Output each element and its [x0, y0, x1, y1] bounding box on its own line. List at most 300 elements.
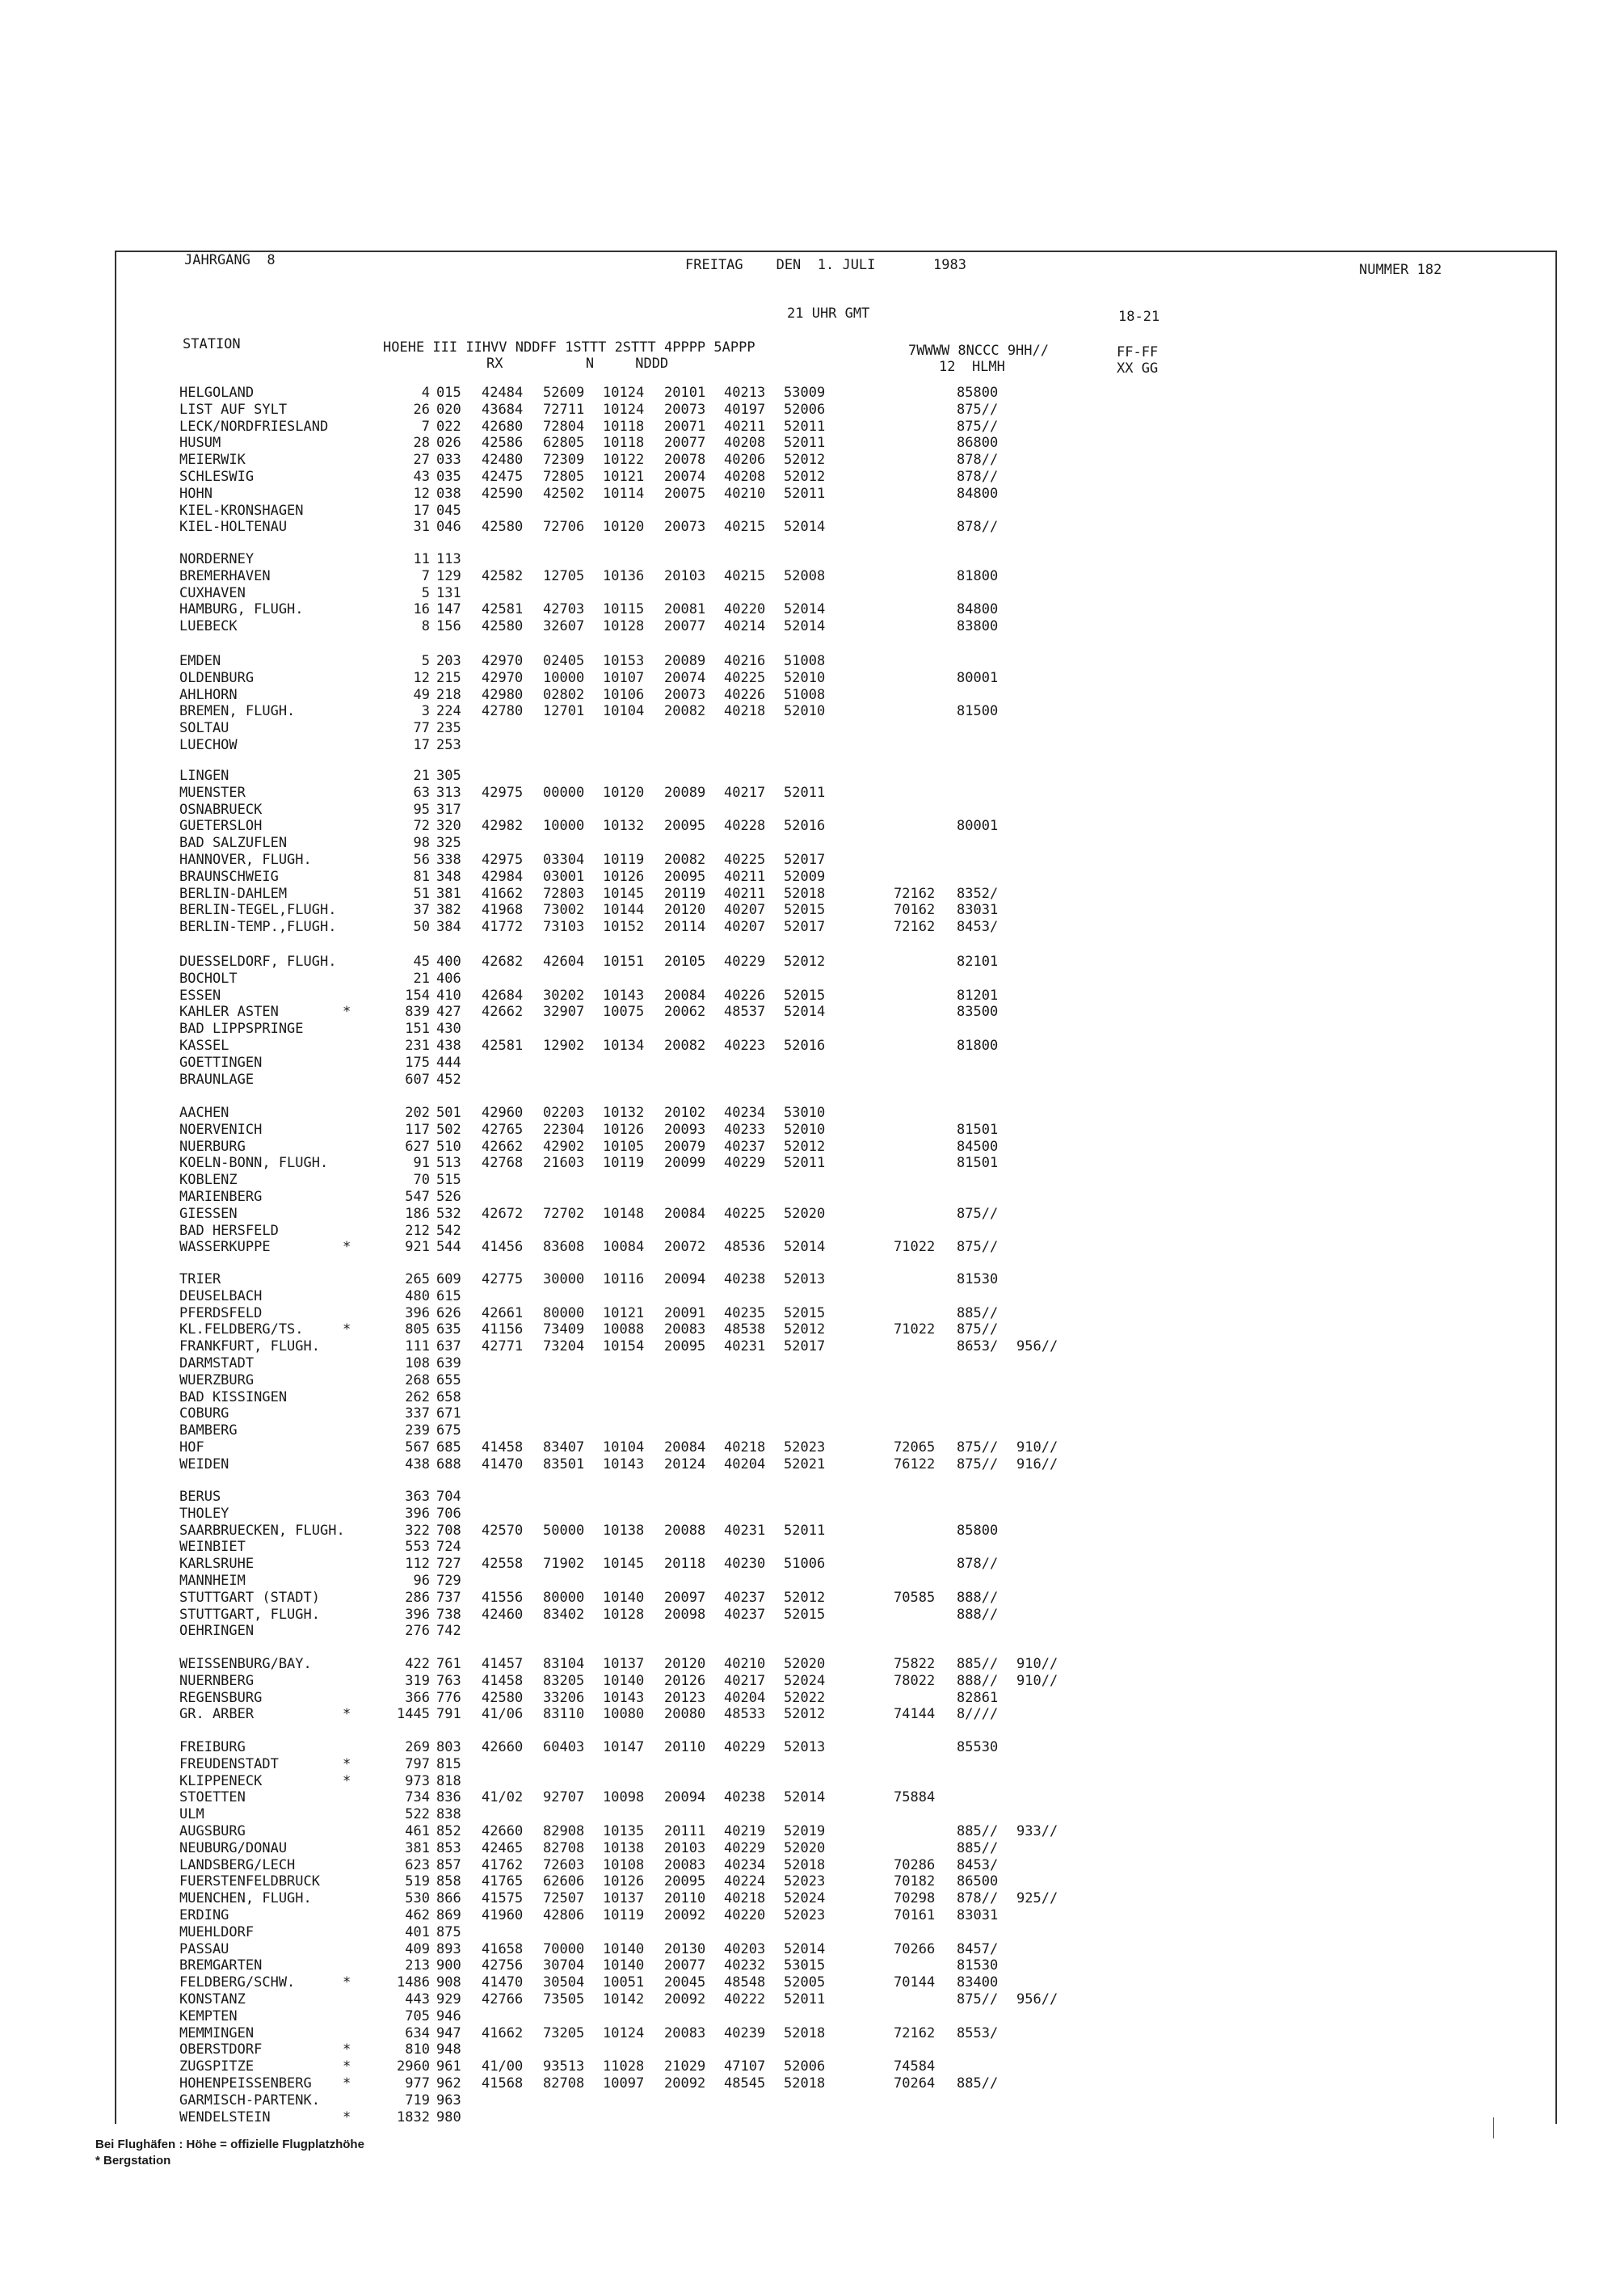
group-nddff: 30000 [543, 1271, 585, 1287]
group-temp: 10138 [603, 1839, 645, 1856]
group-pressure: 40228 [724, 818, 766, 835]
station-height: 381 [405, 1839, 430, 1856]
group-dewpoint: 20105 [664, 954, 706, 970]
station-index: 838 [436, 1806, 461, 1823]
station-height: 366 [405, 1689, 430, 1706]
table-row [0, 1656, 1616, 1673]
group-tendency: 52011 [784, 435, 826, 452]
group-dewpoint: 20102 [664, 1105, 706, 1121]
station-index: 708 [436, 1522, 461, 1539]
station-index: 658 [436, 1388, 461, 1405]
station-height: 443 [405, 1991, 430, 2007]
station-height: 50 [413, 919, 430, 936]
station-index: 156 [436, 618, 461, 635]
group-pressure: 40237 [724, 1589, 766, 1606]
group-tendency: 52016 [784, 1038, 826, 1054]
column-header-far1: FF-FF [1117, 344, 1159, 360]
station-index: 929 [436, 1991, 461, 2007]
group-nddff: 02405 [543, 653, 585, 669]
station-index: 430 [436, 1021, 461, 1038]
group-nddff: 72603 [543, 1856, 585, 1873]
group-dewpoint: 20099 [664, 1155, 706, 1172]
station-index: 776 [436, 1689, 461, 1706]
group-pressure: 40223 [724, 1038, 766, 1054]
group-cloud: 875// [957, 1321, 999, 1338]
period-label: 18-21 [1118, 309, 1160, 325]
group-tendency: 52014 [784, 1940, 826, 1957]
station-height: 322 [405, 1522, 430, 1539]
group-nddff: 22304 [543, 1121, 585, 1138]
station-name: BAD HERSFELD [179, 1222, 279, 1239]
station-index: 501 [436, 1105, 461, 1121]
group-cloud: 83031 [957, 1907, 999, 1923]
station-index: 410 [436, 987, 461, 1004]
group-weather: 72162 [894, 885, 936, 902]
station-height: 337 [405, 1405, 430, 1422]
table-row [0, 618, 1616, 635]
group-tendency: 52013 [784, 1739, 826, 1755]
station-index: 946 [436, 2007, 461, 2024]
group-weather: 72162 [894, 919, 936, 936]
table-row [0, 1857, 1616, 1874]
station-name: MEMMINGEN [179, 2024, 255, 2041]
group-pressure: 40218 [724, 703, 766, 720]
station-name: OEHRINGEN [179, 1623, 255, 1640]
mountain-marker: * [343, 2041, 351, 2058]
group-ihvv: 42680 [482, 418, 524, 435]
group-dewpoint: 20088 [664, 1522, 706, 1539]
table-row [0, 869, 1616, 886]
station-height: 43 [413, 469, 430, 485]
group-temp: 10137 [603, 1656, 645, 1672]
group-tendency: 52020 [784, 1656, 826, 1672]
group-pressure: 40215 [724, 567, 766, 584]
station-index: 704 [436, 1489, 461, 1505]
group-pressure: 48545 [724, 2075, 766, 2092]
group-tendency: 52017 [784, 1338, 826, 1355]
group-temp: 10145 [603, 885, 645, 902]
station-index: 045 [436, 502, 461, 519]
station-name: KOBLENZ [179, 1172, 238, 1189]
group-nddff: 62805 [543, 435, 585, 452]
table-row [0, 1739, 1616, 1756]
station-height: 921 [405, 1239, 430, 1256]
station-height: 12 [413, 485, 430, 502]
group-ihvv: 42768 [482, 1155, 524, 1172]
station-name: NORDERNEY [179, 551, 255, 567]
station-name: BRAUNSCHWEIG [179, 868, 279, 885]
table-row [0, 1338, 1616, 1355]
group-cloud-layer: 910// [1016, 1439, 1058, 1456]
group-nddff: 42604 [543, 954, 585, 970]
table-row [0, 2058, 1616, 2075]
group-nddff: 03304 [543, 852, 585, 868]
group-cloud: 81501 [957, 1121, 999, 1138]
station-name: STOETTEN [179, 1789, 246, 1806]
group-weather: 72065 [894, 1439, 936, 1456]
station-height: 7 [421, 567, 430, 584]
station-height: 77 [413, 720, 430, 737]
group-tendency: 52015 [784, 987, 826, 1004]
group-ihvv: 41458 [482, 1672, 524, 1689]
table-row [0, 1355, 1616, 1372]
station-name: REGENSBURG [179, 1689, 263, 1706]
table-row [0, 2025, 1616, 2042]
station-name: MUEHLDORF [179, 1923, 255, 1940]
station-height: 202 [405, 1105, 430, 1121]
group-ihvv: 42684 [482, 987, 524, 1004]
table-row [0, 1105, 1616, 1122]
station-index: 317 [436, 801, 461, 818]
group-pressure: 40204 [724, 1689, 766, 1706]
group-dewpoint: 20118 [664, 1556, 706, 1573]
group-nddff: 10000 [543, 669, 585, 686]
group-nddff: 21603 [543, 1155, 585, 1172]
table-row [0, 1706, 1616, 1723]
table-row [0, 1172, 1616, 1189]
table-row [0, 1305, 1616, 1322]
footnote-airports: Bei Flughäfen : Höhe = offizielle Flugplatzhöhe [95, 2138, 364, 2151]
station-name: KEMPTEN [179, 2007, 238, 2024]
station-name: GOETTINGEN [179, 1054, 263, 1071]
group-temp: 10121 [603, 469, 645, 485]
group-temp: 10128 [603, 618, 645, 635]
station-name: CUXHAVEN [179, 584, 246, 601]
group-nddff: 42902 [543, 1138, 585, 1155]
group-tendency: 52024 [784, 1890, 826, 1907]
group-ihvv: 42682 [482, 954, 524, 970]
station-name: NEUBURG/DONAU [179, 1839, 288, 1856]
group-tendency: 52009 [784, 868, 826, 885]
group-tendency: 52006 [784, 401, 826, 418]
group-temp: 10140 [603, 1672, 645, 1689]
station-index: 026 [436, 435, 461, 452]
group-pressure: 40225 [724, 669, 766, 686]
group-pressure: 40224 [724, 1873, 766, 1890]
group-weather: 70182 [894, 1873, 936, 1890]
group-ihvv: 41662 [482, 2024, 524, 2041]
group-pressure: 40204 [724, 1456, 766, 1472]
station-name: HANNOVER, FLUGH. [179, 852, 312, 868]
station-name: ERDING [179, 1907, 229, 1923]
group-ihvv: 42780 [482, 703, 524, 720]
group-pressure: 40239 [724, 2024, 766, 2041]
table-row [0, 435, 1616, 452]
group-nddff: 73204 [543, 1338, 585, 1355]
group-temp: 10121 [603, 1304, 645, 1321]
group-cloud: 83400 [957, 1974, 999, 1991]
group-cloud: 83500 [957, 1004, 999, 1021]
table-row [0, 2008, 1616, 2025]
group-cloud: 888// [957, 1589, 999, 1606]
group-dewpoint: 20110 [664, 1890, 706, 1907]
table-row [0, 1389, 1616, 1406]
station-index: 655 [436, 1371, 461, 1388]
station-name: LECK/NORDFRIESLAND [179, 418, 329, 435]
group-dewpoint: 20092 [664, 1991, 706, 2007]
group-pressure: 48548 [724, 1974, 766, 1991]
station-height: 239 [405, 1422, 430, 1439]
group-pressure: 40219 [724, 1823, 766, 1839]
group-tendency: 53010 [784, 1105, 826, 1121]
table-row [0, 835, 1616, 852]
group-dewpoint: 20093 [664, 1121, 706, 1138]
station-name: MUENCHEN, FLUGH. [179, 1890, 312, 1907]
group-tendency: 52015 [784, 902, 826, 919]
group-cloud: 885// [957, 1656, 999, 1672]
group-tendency: 52006 [784, 2058, 826, 2075]
station-index: 961 [436, 2058, 461, 2075]
group-temp: 10140 [603, 1957, 645, 1974]
table-row [0, 1456, 1616, 1473]
station-index: 675 [436, 1422, 461, 1439]
station-index: 869 [436, 1907, 461, 1923]
group-tendency: 52014 [784, 1004, 826, 1021]
station-height: 56 [413, 852, 430, 868]
station-height: 973 [405, 1772, 430, 1789]
group-temp: 10144 [603, 902, 645, 919]
station-name: FELDBERG/SCHW. [179, 1974, 296, 1991]
group-pressure: 40216 [724, 653, 766, 669]
group-tendency: 52012 [784, 469, 826, 485]
group-cloud: 885// [957, 1823, 999, 1839]
table-row [0, 1021, 1616, 1038]
table-row [0, 1489, 1616, 1506]
table-row [0, 1239, 1616, 1256]
group-cloud: 885// [957, 1839, 999, 1856]
group-tendency: 52010 [784, 669, 826, 686]
group-dewpoint: 20092 [664, 2075, 706, 2092]
station-index: 038 [436, 485, 461, 502]
group-weather: 71022 [894, 1239, 936, 1256]
group-tendency: 52018 [784, 1856, 826, 1873]
station-height: 480 [405, 1287, 430, 1304]
group-temp: 10151 [603, 954, 645, 970]
group-cloud: 875// [957, 418, 999, 435]
station-index: 015 [436, 385, 461, 401]
station-height: 37 [413, 902, 430, 919]
station-name: FRANKFURT, FLUGH. [179, 1338, 320, 1355]
station-index: 532 [436, 1205, 461, 1222]
table-row [0, 720, 1616, 737]
station-name: MARIENBERG [179, 1189, 263, 1205]
group-temp: 10140 [603, 1589, 645, 1606]
group-ihvv: 42580 [482, 618, 524, 635]
table-row [0, 1957, 1616, 1974]
station-index: 406 [436, 970, 461, 987]
station-name: BERLIN-DAHLEM [179, 885, 288, 902]
station-height: 11 [413, 551, 430, 567]
station-height: 422 [405, 1656, 430, 1672]
group-temp: 10108 [603, 1856, 645, 1873]
group-nddff: 32907 [543, 1004, 585, 1021]
group-dewpoint: 20079 [664, 1138, 706, 1155]
station-index: 857 [436, 1856, 461, 1873]
group-tendency: 52020 [784, 1205, 826, 1222]
group-weather: 70266 [894, 1940, 936, 1957]
group-nddff: 50000 [543, 1522, 585, 1539]
station-index: 033 [436, 452, 461, 469]
station-name: LUECHOW [179, 737, 238, 753]
group-pressure: 40229 [724, 954, 766, 970]
group-dewpoint: 20095 [664, 868, 706, 885]
group-pressure: 40238 [724, 1271, 766, 1287]
station-height: 810 [405, 2041, 430, 2058]
station-index: 729 [436, 1573, 461, 1589]
group-pressure: 40230 [724, 1556, 766, 1573]
table-row [0, 703, 1616, 720]
group-nddff: 72702 [543, 1205, 585, 1222]
group-nddff: 30704 [543, 1957, 585, 1974]
station-height: 623 [405, 1856, 430, 1873]
group-dewpoint: 20103 [664, 1839, 706, 1856]
table-row [0, 1321, 1616, 1338]
group-dewpoint: 20089 [664, 784, 706, 801]
group-temp: 10075 [603, 1004, 645, 1021]
station-name: KIEL-KRONSHAGEN [179, 502, 304, 519]
station-name: GIESSEN [179, 1205, 238, 1222]
group-tendency: 52010 [784, 703, 826, 720]
group-cloud: 875// [957, 401, 999, 418]
margin-mark [1493, 2117, 1494, 2138]
group-temp: 10105 [603, 1138, 645, 1155]
group-cloud: 81800 [957, 1038, 999, 1054]
station-index: 637 [436, 1338, 461, 1355]
group-nddff: 73409 [543, 1321, 585, 1338]
group-pressure: 48538 [724, 1321, 766, 1338]
mountain-marker: * [343, 1706, 351, 1723]
table-row [0, 1941, 1616, 1958]
group-tendency: 52018 [784, 2024, 826, 2041]
station-name: BREMGARTEN [179, 1957, 263, 1974]
group-weather: 72162 [894, 2024, 936, 2041]
table-row [0, 568, 1616, 585]
group-tendency: 52017 [784, 919, 826, 936]
group-cloud: 83031 [957, 902, 999, 919]
station-index: 852 [436, 1823, 461, 1839]
group-ihvv: 42980 [482, 686, 524, 703]
group-ihvv: 42984 [482, 868, 524, 885]
group-cloud: 888// [957, 1606, 999, 1623]
group-cloud: 878// [957, 469, 999, 485]
group-dewpoint: 20083 [664, 1321, 706, 1338]
station-index: 215 [436, 669, 461, 686]
station-name: LINGEN [179, 768, 229, 784]
group-dewpoint: 20094 [664, 1789, 706, 1806]
group-dewpoint: 20095 [664, 818, 706, 835]
group-temp: 10098 [603, 1789, 645, 1806]
group-tendency: 52012 [784, 1138, 826, 1155]
group-ihvv: 41/00 [482, 2058, 524, 2075]
table-row [0, 1405, 1616, 1422]
station-index: 763 [436, 1672, 461, 1689]
station-name: BERLIN-TEMP.,FLUGH. [179, 919, 337, 936]
group-pressure: 40226 [724, 686, 766, 703]
group-tendency: 52012 [784, 1706, 826, 1723]
station-height: 607 [405, 1071, 430, 1088]
group-dewpoint: 20073 [664, 686, 706, 703]
group-dewpoint: 20103 [664, 567, 706, 584]
table-row [0, 1523, 1616, 1540]
station-height: 108 [405, 1355, 430, 1371]
station-index: 836 [436, 1789, 461, 1806]
group-tendency: 52017 [784, 852, 826, 868]
group-ihvv: 41156 [482, 1321, 524, 1338]
station-name: HELGOLAND [179, 385, 255, 401]
station-index: 962 [436, 2075, 461, 2092]
station-height: 5 [421, 653, 430, 669]
group-ihvv: 42672 [482, 1205, 524, 1222]
group-pressure: 40208 [724, 435, 766, 452]
group-tendency: 52018 [784, 885, 826, 902]
station-height: 1486 [397, 1974, 430, 1991]
group-tendency: 52012 [784, 1321, 826, 1338]
group-ihvv: 42480 [482, 452, 524, 469]
group-tendency: 52014 [784, 1789, 826, 1806]
station-index: 020 [436, 401, 461, 418]
column-header-right1: 7WWWW 8NCCC 9HH// [908, 343, 1049, 359]
station-name: BAD LIPPSPRINGE [179, 1021, 304, 1038]
group-dewpoint: 21029 [664, 2058, 706, 2075]
group-dewpoint: 20110 [664, 1739, 706, 1755]
station-height: 396 [405, 1304, 430, 1321]
group-temp: 10126 [603, 1873, 645, 1890]
station-index: 113 [436, 551, 461, 567]
group-ihvv: 41458 [482, 1439, 524, 1456]
station-index: 513 [436, 1155, 461, 1172]
station-height: 175 [405, 1054, 430, 1071]
station-index: 526 [436, 1189, 461, 1205]
group-dewpoint: 20126 [664, 1672, 706, 1689]
column-header-line1: HOEHE III IIHVV NDDFF 1STTT 2STTT 4PPPP 5APPP [383, 339, 755, 356]
station-name: AACHEN [179, 1105, 229, 1121]
mountain-marker: * [343, 1321, 351, 1338]
station-index: 129 [436, 567, 461, 584]
table-row [0, 2092, 1616, 2109]
station-name: BAD SALZUFLEN [179, 835, 288, 852]
group-tendency: 52021 [784, 1456, 826, 1472]
group-tendency: 52020 [784, 1839, 826, 1856]
group-tendency: 52008 [784, 567, 826, 584]
station-height: 705 [405, 2007, 430, 2024]
mountain-marker: * [343, 2058, 351, 2075]
group-cloud-layer: 925// [1016, 1890, 1058, 1907]
table-row [0, 452, 1616, 469]
station-height: 634 [405, 2024, 430, 2041]
group-temp: 10107 [603, 669, 645, 686]
table-row [0, 1823, 1616, 1840]
station-name: DARMSTADT [179, 1355, 255, 1371]
station-name: ULM [179, 1806, 204, 1823]
group-ihvv: 42975 [482, 852, 524, 868]
group-nddff: 72805 [543, 469, 585, 485]
table-row [0, 385, 1616, 402]
group-cloud: 81501 [957, 1155, 999, 1172]
group-weather: 70144 [894, 1974, 936, 1991]
group-pressure: 40237 [724, 1138, 766, 1155]
station-index: 235 [436, 720, 461, 737]
table-row [0, 1155, 1616, 1172]
group-nddff: 73505 [543, 1991, 585, 2007]
group-nddff: 82708 [543, 1839, 585, 1856]
group-ihvv: 41765 [482, 1873, 524, 1890]
table-row [0, 1890, 1616, 1907]
group-cloud: 85800 [957, 1522, 999, 1539]
table-row [0, 954, 1616, 971]
group-temp: 10097 [603, 2075, 645, 2092]
station-name: ZUGSPITZE [179, 2058, 255, 2075]
station-height: 213 [405, 1957, 430, 1974]
